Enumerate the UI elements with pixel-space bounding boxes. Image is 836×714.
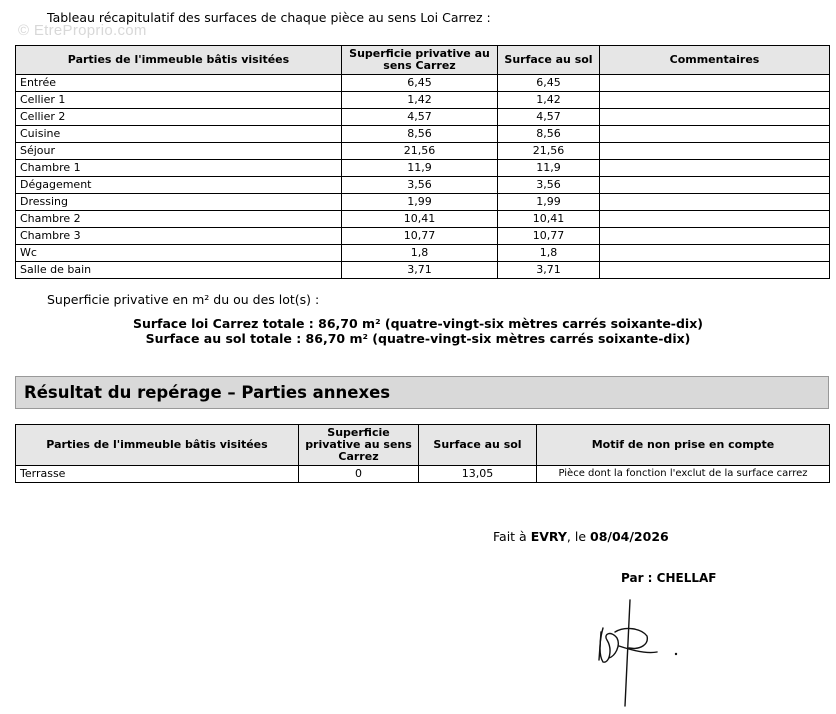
cell-sol: 1,8 [498,245,600,262]
total-carrez: Surface loi Carrez totale : 86,70 m² (quatre-vingt-six mètres carrés soixante-dix) [132,316,703,331]
table-row [16,245,830,262]
table-row [16,177,830,194]
cell-piece: Dégagement [16,177,342,194]
table-row [16,194,830,211]
cell-carrez: 21,56 [342,143,498,160]
cell-comment [600,109,830,126]
header-sol: Surface au sol [419,425,537,466]
table-row [16,262,830,279]
cell-comment [600,228,830,245]
cell-piece: Entrée [16,75,342,92]
section-header [15,376,829,409]
cell-motif: Pièce dont la fonction l'exclut de la surface carrez [537,466,830,483]
cell-sol: 1,42 [498,92,600,109]
cell-carrez: 1,8 [342,245,498,262]
cell-sol: 8,56 [498,126,600,143]
cell-comment [600,75,830,92]
table-row [16,143,830,160]
header-sol: Surface au sol [498,46,600,75]
header-commentaires: Commentaires [600,46,830,75]
cell-carrez: 11,9 [342,160,498,177]
cell-comment [600,211,830,228]
cell-carrez: 1,99 [342,194,498,211]
header-carrez: Superficie privative au sens Carrez [299,425,419,466]
table-row [16,92,830,109]
cell-comment [600,143,830,160]
cell-sol: 10,77 [498,228,600,245]
table-row [16,160,830,177]
par-line [621,571,716,585]
cell-carrez: 4,57 [342,109,498,126]
superficie-label: Superficie privative en m² du ou des lot(s) : [47,292,320,307]
table-row [16,126,830,143]
cell-sol: 3,56 [498,177,600,194]
cell-comment [600,245,830,262]
par-label: Par : [621,571,657,585]
cell-piece: Chambre 3 [16,228,342,245]
section-title: Résultat du repérage – Parties annexes [24,383,391,402]
fait-line [493,529,669,544]
total-sol: Surface au sol totale : 86,70 m² (quatre-vingt-six mètres carrés soixante-dix) [145,331,691,346]
intro-text: Tableau récapitulatif des surfaces de chaque pièce au sens Loi Carrez : [47,10,491,25]
cell-carrez: 8,56 [342,126,498,143]
header-motif: Motif de non prise en compte [537,425,830,466]
cell-carrez: 10,77 [342,228,498,245]
cell-comment [600,177,830,194]
cell-carrez: 10,41 [342,211,498,228]
cell-sol: 13,05 [419,466,537,483]
table-row [16,75,830,92]
cell-carrez: 1,42 [342,92,498,109]
cell-piece: Chambre 1 [16,160,342,177]
cell-piece: Dressing [16,194,342,211]
cell-comment [600,262,830,279]
table-row [16,228,830,245]
cell-sol: 10,41 [498,211,600,228]
cell-piece: Cellier 1 [16,92,342,109]
table-row [16,466,830,483]
watermark-text: © EtreProprio.com [18,22,147,39]
cell-comment [600,92,830,109]
table-row [16,109,830,126]
fait-date: 08/04/2026 [590,529,669,544]
cell-sol: 6,45 [498,75,600,92]
table-header-row [16,425,830,466]
cell-piece: Salle de bain [16,262,342,279]
table-header-row [16,46,830,75]
signature-image [585,598,695,710]
cell-sol: 1,99 [498,194,600,211]
surfaces-table [15,45,830,279]
cell-sol: 11,9 [498,160,600,177]
cell-sol: 3,71 [498,262,600,279]
cell-comment [600,194,830,211]
cell-sol: 4,57 [498,109,600,126]
table-row [16,211,830,228]
cell-piece: Terrasse [16,466,299,483]
cell-piece: Chambre 2 [16,211,342,228]
header-carrez: Superficie privative au sens Carrez [342,46,498,75]
cell-comment [600,160,830,177]
cell-carrez: 3,56 [342,177,498,194]
cell-comment [600,126,830,143]
cell-carrez: 6,45 [342,75,498,92]
fait-city: EVRY [530,529,567,544]
cell-carrez: 0 [299,466,419,483]
header-pieces: Parties de l'immeuble bâtis visitées [16,425,299,466]
header-pieces: Parties de l'immeuble bâtis visitées [16,46,342,75]
cell-piece: Séjour [16,143,342,160]
cell-piece: Cellier 2 [16,109,342,126]
annexes-table [15,424,830,483]
cell-carrez: 3,71 [342,262,498,279]
cell-piece: Cuisine [16,126,342,143]
fait-prefix: Fait à [493,529,531,544]
fait-middle: , le [566,529,590,544]
cell-piece: Wc [16,245,342,262]
cell-sol: 21,56 [498,143,600,160]
par-name: CHELLAF [656,571,717,585]
